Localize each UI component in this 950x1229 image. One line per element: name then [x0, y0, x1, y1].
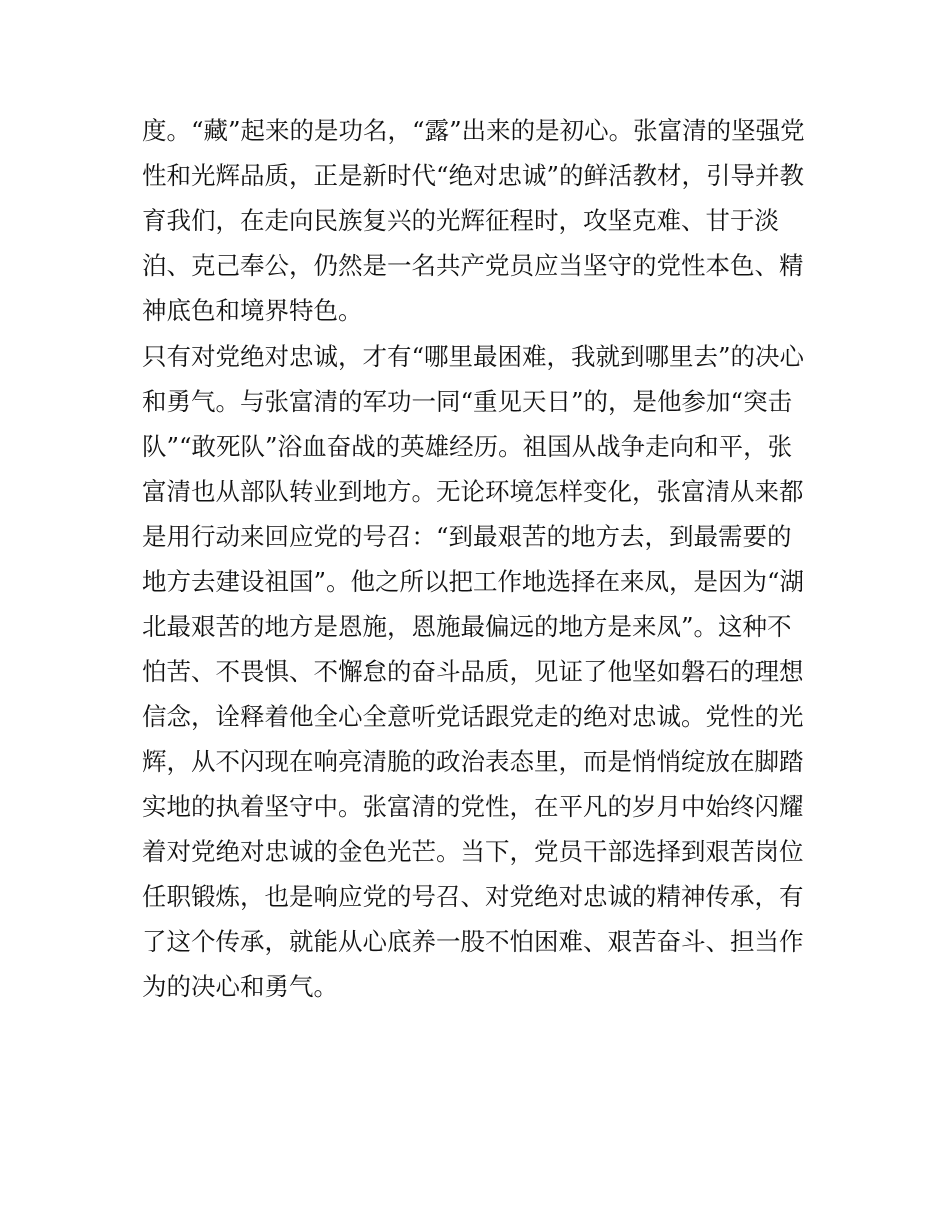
paragraph-line: 和勇气。与张富清的军功一同“重见天日”的，是他参加“突击 [142, 387, 793, 416]
paragraph-line: 着对党绝对忠诚的金色光芒。当下，党员干部选择到艰苦岗位 [142, 837, 804, 866]
paragraph-line: 队”“敢死队”浴血奋战的英雄经历。祖国从战争走向和平，张 [142, 432, 793, 461]
paragraph-line: 神底色和境界特色。 [142, 296, 363, 325]
paragraph-line: 了这个传承，就能从心底养一股不怕困难、艰苦奋斗、担当作 [142, 927, 804, 956]
paragraph-line: 度。“藏”起来的是功名，“露”出来的是初心。张富清的坚强党 [142, 116, 805, 145]
paragraph-line: 育我们，在走向民族复兴的光辉征程时，攻坚克难、甘于淡 [142, 206, 779, 235]
paragraph-2 [142, 334, 812, 1009]
paragraph-line: 富清也从部队转业到地方。无论环境怎样变化，张富清从来都 [142, 477, 804, 506]
paragraph-line: 只有对党绝对忠诚，才有“哪里最困难，我就到哪里去”的决心 [142, 342, 805, 371]
paragraph-line: 地方去建设祖国”。他之所以把工作地选择在来凤，是因为“湖 [142, 567, 805, 596]
paragraph-line: 是用行动来回应党的号召：“到最艰苦的地方去，到最需要的 [142, 522, 792, 551]
paragraph-line: 信念，诠释着他全心全意听党话跟党走的绝对忠诚。党性的光 [142, 702, 804, 731]
paragraph-line: 泊、克己奉公，仍然是一名共产党员应当坚守的党性本色、精 [142, 251, 804, 280]
paragraph-line: 实地的执着坚守中。张富清的党性，在平凡的岁月中始终闪耀 [142, 792, 804, 821]
paragraph-line: 任职锻炼，也是响应党的号召、对党绝对忠诚的精神传承，有 [142, 882, 804, 911]
paragraph-line: 北最艰苦的地方是恩施，恩施最偏远的地方是来凤”。这种不 [142, 612, 792, 641]
paragraph-line: 怕苦、不畏惧、不懈怠的奋斗品质，见证了他坚如磐石的理想 [142, 657, 804, 686]
paragraph-line: 性和光辉品质，正是新时代“绝对忠诚”的鲜活教材，引导并教 [142, 161, 805, 190]
paragraph-line: 为的决心和勇气。 [142, 972, 338, 1001]
paragraph-line: 辉，从不闪现在响亮清脆的政治表态里，而是悄悄绽放在脚踏 [142, 747, 804, 776]
paragraph-1 [142, 108, 812, 333]
